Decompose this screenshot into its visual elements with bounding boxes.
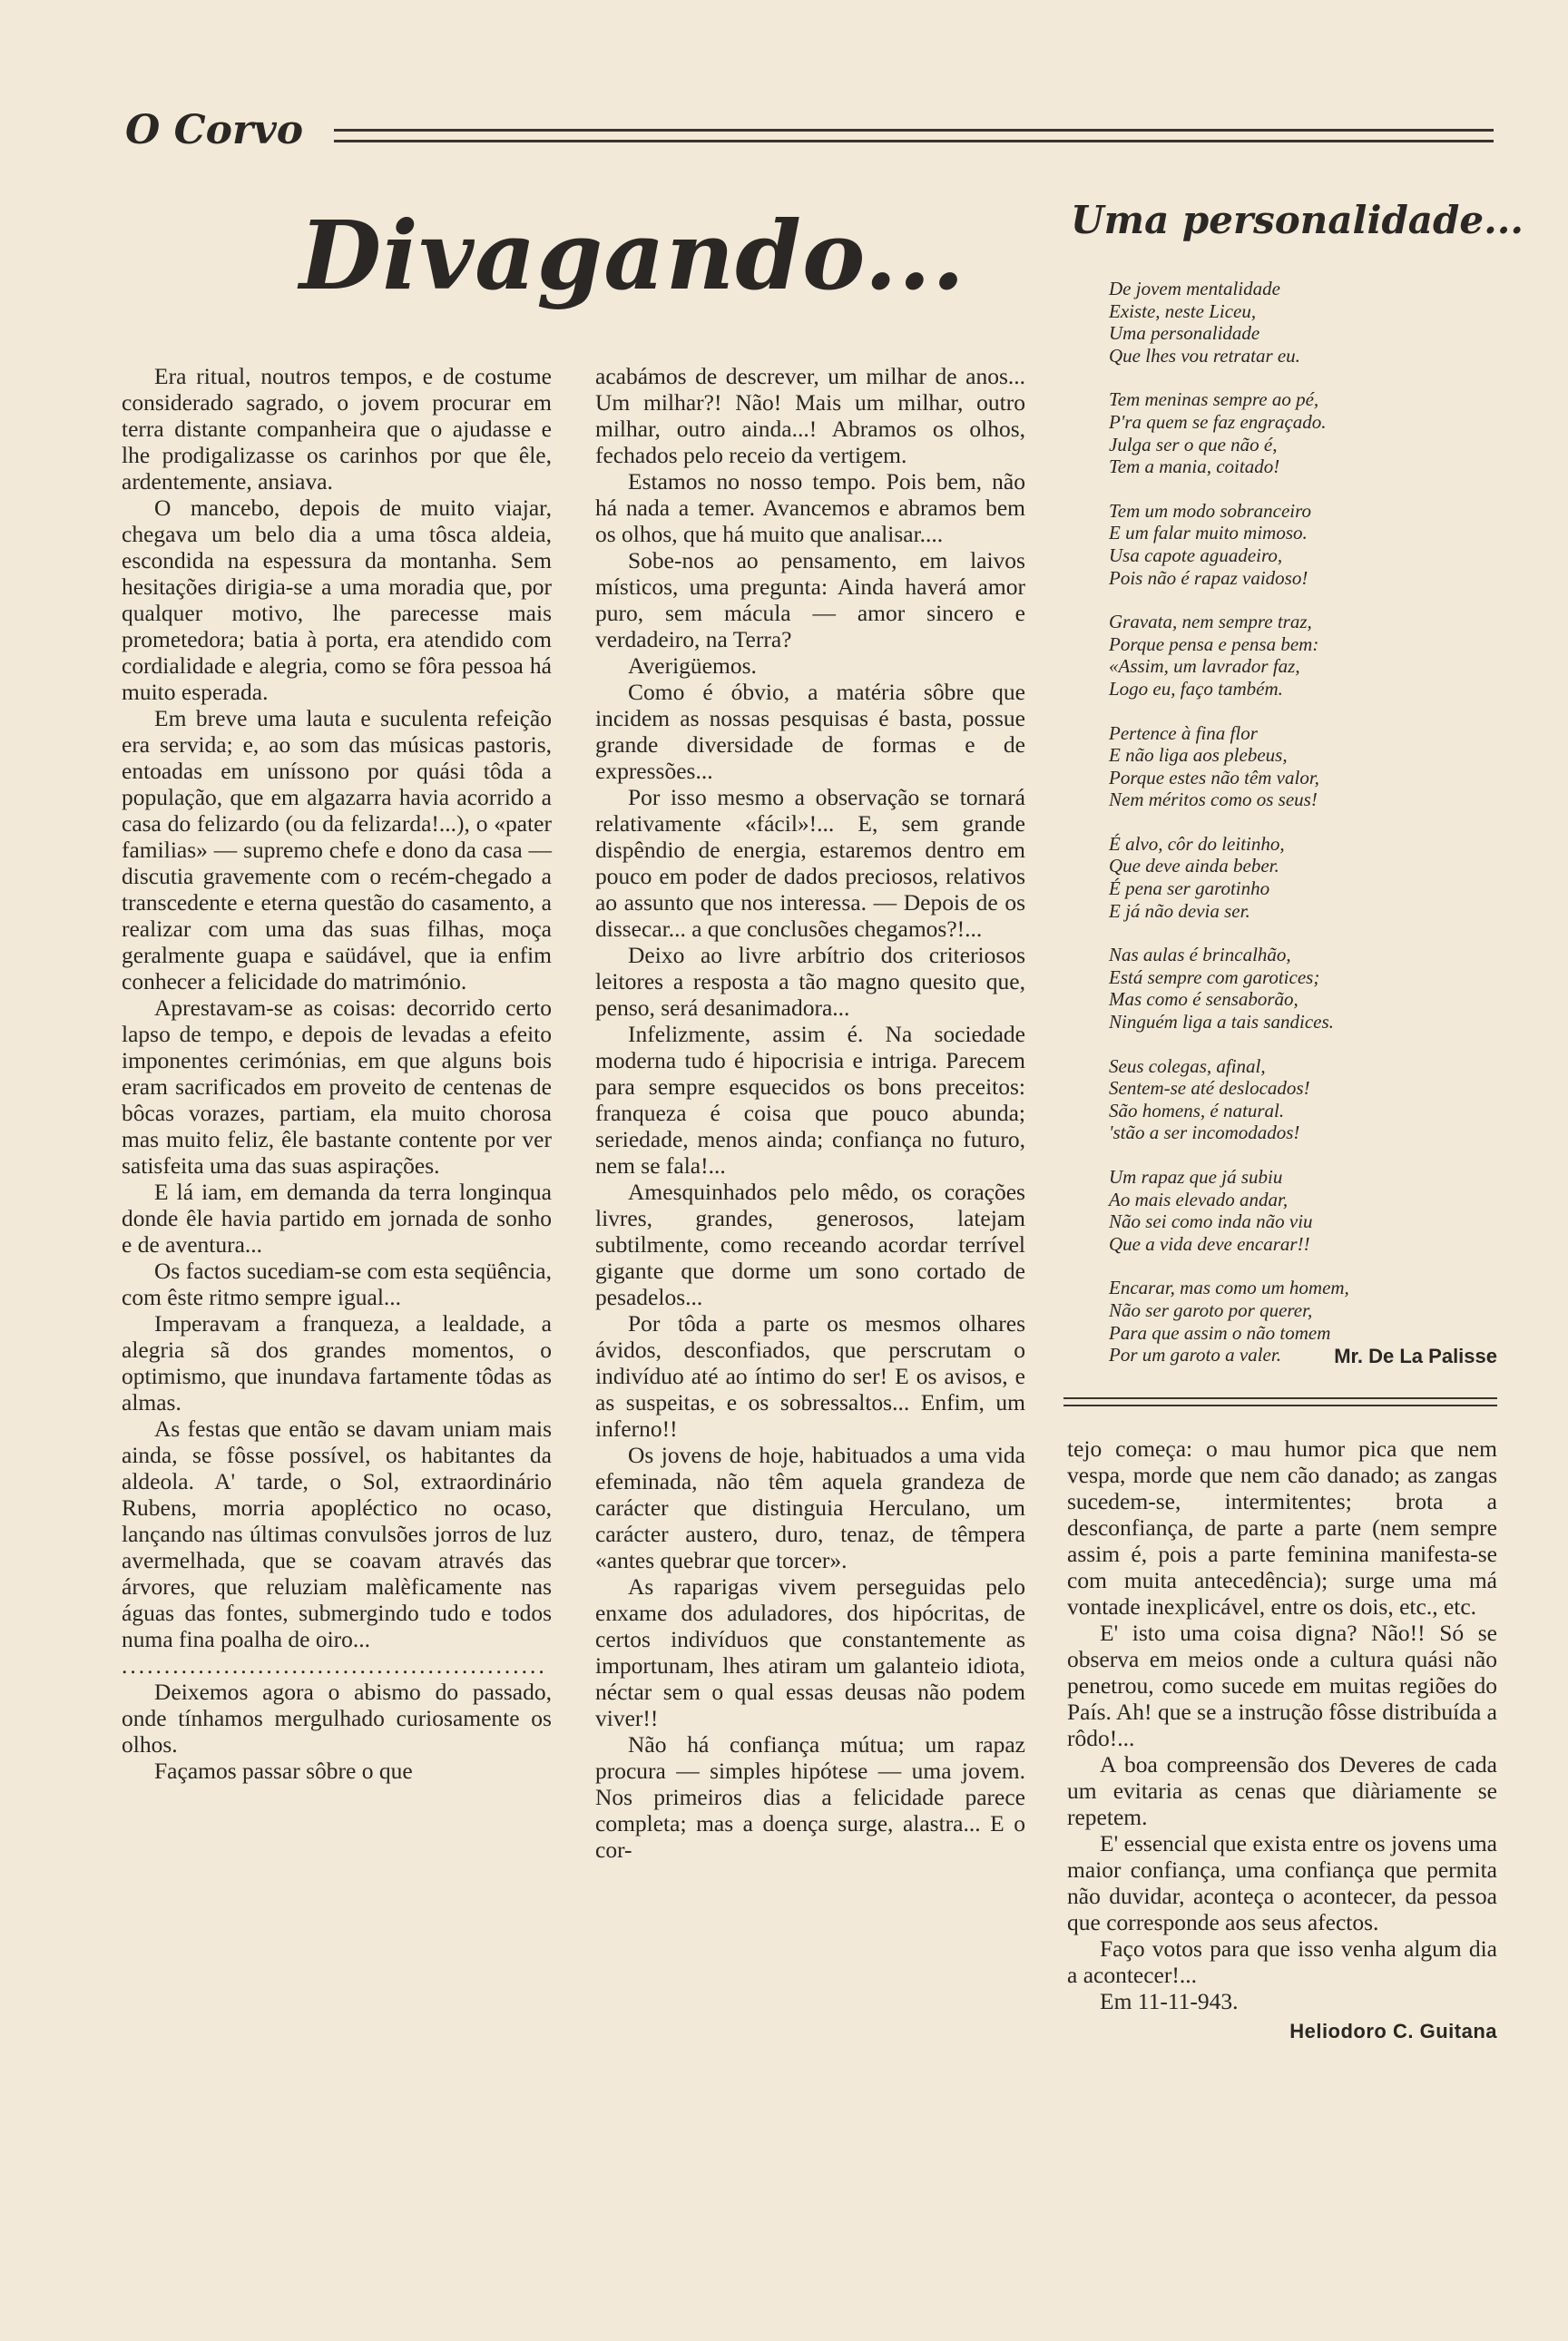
article-paragraph: Os factos sucediam-se com esta seqüência, com êste ritmo sempre igual... (122, 1258, 552, 1310)
article-paragraph: Deixemos agora o abismo do passado, onde tínhamos mergulhado curiosamente os olhos. (122, 1679, 552, 1758)
poem-line: E não liga aos plebeus, (1109, 744, 1288, 767)
poem-line: Nas aulas é brincalhão, (1109, 944, 1291, 966)
article-column-2 (595, 363, 1025, 1863)
article-paragraph: Em breve uma lauta e suculenta refeição era servida; e, ao som das músicas pastoris, entoadas em uníssono por quási tôda a população, que em algazarra havia acorrido a casa do felizardo (ou da felizarda!...), o «pater familias» — supremo chefe e dono da casa — discutia gravemente com o recém-chegado a transcedente e eterna questão do casamento, a realizar com uma das suas filhas, moça geralmente guapa e saüdável, que ia enfim conhecer a felicidade do matrimónio. (122, 705, 552, 994)
poem-line: Nem méritos como os seus! (1109, 788, 1318, 811)
article-paragraph: Aprestavam-se as coisas: decorrido certo lapso de tempo, e depois de levadas a efeito imponentes cerimónias, em que alguns bois eram sacrificados em proveito de centenas de bôcas vorazes, partiam, ela muito chorosa mas muito feliz, êle bastante contente por ver satisfeita uma das suas aspirações. (122, 994, 552, 1179)
poem-line: Seus colegas, afinal, (1109, 1054, 1266, 1077)
article-column-1 (122, 363, 552, 1784)
article-paragraph: Infelizmente, assim é. Na sociedade moderna tudo é hipocrisia e intriga. Parecem para sempre esquecidos os bons preceitos: franqueza é coisa que pouco abunda; seriedade, menos ainda; confiança no futuro, nem se fala!... (595, 1021, 1025, 1179)
article-paragraph: Averigüemos. (628, 652, 757, 679)
poem-line: Por um garoto a valer. (1109, 1344, 1281, 1366)
poem-line: É alvo, côr do leitinho, (1109, 832, 1285, 855)
article-paragraph: E' isto uma coisa digna? Não!! Só se observa em meios onde a cultura quási não penetrou, como sucede em muitas regiões do País. Ah! que se a instrução fôsse distribuída a rôdo!... (1067, 1620, 1497, 1751)
article-signature: Heliodoro C. Guitana (1289, 2020, 1497, 2042)
article-paragraph: As raparigas vivem perseguidas pelo enxame dos aduladores, dos hipócritas, de certos indivíduos que constantemente as importunam, lhes atiram um galanteio idiota, néctar sem o qual essas deusas não podem viver!! (595, 1573, 1025, 1731)
article-paragraph: Era ritual, noutros tempos, e de costume considerado sagrado, o jovem procurar em terra distante companheira que o ajudasse e lhe prodigalizasse os carinhos por que êle, ardentemente, ansiava. (122, 363, 552, 495)
poem-line: Que lhes vou retratar eu. (1109, 344, 1300, 367)
article-paragraph: Imperavam a franqueza, a lealdade, a alegria sã dos grandes momentos, o optimismo, que inundava fartamente tôdas as almas. (122, 1310, 552, 1415)
poem-line: Sentem-se até deslocados! (1109, 1077, 1310, 1100)
poem-stanza (1109, 611, 1508, 700)
poem-author: Mr. De La Palisse (1334, 1345, 1497, 1367)
article-paragraph: Em 11-11-943. (1100, 1988, 1239, 2014)
article-paragraph: Por isso mesmo a observação se tornará relativamente «fácil»!... E, sem grande dispêndio de energia, estaremos dentro em pouco em poder de dados preciosos, relativos ao assunto que nos interessa. — Depois de os dissecar... a que conclusões chegamos?!... (595, 784, 1025, 942)
poem-stanza (1109, 1166, 1508, 1255)
poem-line: É pena ser garotinho (1109, 877, 1270, 900)
poem-line: Encarar, mas como um homem, (1109, 1277, 1349, 1299)
article-paragraph: As festas que então se davam uniam mais ainda, se fôsse possível, os habitantes da aldeola. A' tarde, o Sol, extraordinário Rubens, morria apopléctico no ocaso, lançando nas últimas convulsões jorros de luz avermelhada, que se coavam através das árvores, que reluziam malèficamente nas águas das fontes, submergindo tudo e todos numa fina poalha de oiro... (122, 1415, 552, 1652)
sidebar-rule (1063, 1397, 1497, 1406)
poem-line: Existe, neste Liceu, (1109, 299, 1257, 322)
poem-line: Não sei como inda não viu (1109, 1210, 1313, 1233)
poem-body (1109, 278, 1508, 1388)
article-paragraph: Estamos no nosso tempo. Pois bem, não há nada a temer. Avancemos e abramos bem os olhos, que há muito que analisar.... (595, 468, 1025, 547)
poem-line: E um falar muito mimoso. (1109, 522, 1308, 544)
poem-line: Usa capote aguadeiro, (1109, 544, 1283, 566)
masthead: O Corvo (125, 107, 304, 153)
poem-line: «Assim, um lavrador faz, (1109, 655, 1300, 678)
article-paragraph: Faço votos para que isso venha algum dia a acontecer!... (1067, 1935, 1497, 1988)
poem-line: Gravata, nem sempre traz, (1109, 611, 1312, 633)
poem-line: Não ser garoto por querer, (1109, 1298, 1313, 1321)
article-paragraph: E' essencial que exista entre os jovens uma maior confiança, uma confiança que permita não duvidar, aconteça o acontecer, da pessoa que corresponde aos seus afectos. (1067, 1830, 1497, 1935)
article-paragraph: Não há confiança mútua; um rapaz procura — simples hipótese — uma jovem. Nos primeiros dias a felicidade parece completa; mas a doença surge, alastra... E o cor- (595, 1731, 1025, 1863)
poem-stanza (1109, 388, 1508, 477)
article-paragraph: Sobe-nos ao pensamento, em laivos místicos, uma pregunta: Ainda haverá amor puro, sem mácula — amor sincero e verdadeiro, na Terra? (595, 547, 1025, 652)
poem-stanza (1109, 278, 1508, 367)
poem-stanza (1109, 944, 1508, 1033)
poem-line: Um rapaz que já subiu (1109, 1166, 1283, 1188)
poem-line: Julga ser o que não é, (1109, 433, 1278, 455)
article-paragraph: Os jovens de hoje, habituados a uma vida efeminada, não têm aquela grandeza de carácter que distinguia Herculano, um carácter austero, duro, tenaz, de têmpera «antes quebrar que torcer». (595, 1442, 1025, 1573)
article-paragraph: Façamos passar sôbre o que (154, 1758, 413, 1784)
poem-line: E já não devia ser. (1109, 899, 1250, 922)
article-paragraph: Por tôda a parte os mesmos olhares ávidos, desconfiados, que perscrutam o indivíduo até ao íntimo do ser! E os avisos, e as suspeitas, e os sobressaltos... Enfim, um inferno!! (595, 1310, 1025, 1442)
article-title: Divagando... (299, 200, 966, 311)
article-paragraph: Como é óbvio, a matéria sôbre que incidem as nossas pesquisas é basta, possue grande diversidade de formas e de expressões... (595, 679, 1025, 784)
poem-line: De jovem mentalidade (1109, 278, 1280, 299)
poem-line: Pertence à fina flor (1109, 721, 1258, 744)
poem-line: Mas como é sensaborão, (1109, 988, 1298, 1011)
poem-line: Está sempre com garotices; (1109, 965, 1320, 988)
poem-line: Ao mais elevado andar, (1109, 1188, 1289, 1210)
header-rule (334, 129, 1494, 142)
poem-line: Logo eu, faço também. (1109, 677, 1283, 700)
poem-line: Para que assim o não tomem (1109, 1321, 1331, 1344)
article-paragraph: O mancebo, depois de muito viajar, chegava um belo dia a uma tôsca aldeia, escondida na espessura da montanha. Sem hesitações dirigia-se a uma moradia que, por qualquer motivo, lhe parecesse mais prometedora; batia à porta, era atendido com cordialidade e alegria, como se fôra pessoa há muito esperada. (122, 495, 552, 705)
poem-line: Porque pensa e pensa bem: (1109, 632, 1319, 655)
article-paragraph: .................................................. (122, 1652, 547, 1679)
poem-line: Que deve ainda beber. (1109, 855, 1279, 877)
poem-line: Ninguém liga a tais sandices. (1109, 1011, 1334, 1033)
poem-line: Tem um modo sobranceiro (1109, 499, 1312, 522)
poem-line: Uma personalidade (1109, 322, 1260, 345)
poem-stanza (1109, 500, 1508, 589)
poem-line: 'stão a ser incomodados! (1109, 1122, 1300, 1144)
article-paragraph: acabámos de descrever, um milhar de anos... Um milhar?! Não! Mais um milhar, outro milhar, outro ainda...! Abramos os olhos, fechados pelo receio da vertigem. (595, 363, 1025, 468)
article-paragraph: Deixo ao livre arbítrio dos criteriosos leitores a resposta a tão magno quesito que, penso, será desanimadora... (595, 942, 1025, 1021)
poem-line: Tem meninas sempre ao pé, (1109, 388, 1319, 411)
article-paragraph: tejo começa: o mau humor pica que nem vespa, morde que nem cão danado; as zangas sucedem-se, intermitentes; brota a desconfiança, de parte a parte (nem sempre assim é, pois a parte feminina manifesta-se com muita antecedência); surge uma má vontade inexplicável, entre os dois, etc., etc. (1067, 1435, 1497, 1620)
article-column-3 (1067, 1435, 1497, 2044)
article-paragraph: E lá iam, em demanda da terra longinqua donde êle havia partido em jornada de sonho e de aventura... (122, 1179, 552, 1258)
poem-stanza (1109, 722, 1508, 811)
poem-line: Que a vida deve encarar!! (1109, 1232, 1310, 1255)
poem-stanza (1109, 833, 1508, 922)
poem-line: Pois não é rapaz vaidoso! (1109, 566, 1308, 589)
poem-title: Uma personalidade... (1071, 198, 1524, 242)
poem-stanza (1109, 1055, 1508, 1144)
article-paragraph: A boa compreensão dos Deveres de cada um evitaria as cenas que diàriamente se repetem. (1067, 1751, 1497, 1830)
poem-line: P'ra quem se faz engraçado. (1109, 410, 1327, 433)
poem-line: Porque estes não têm valor, (1109, 766, 1319, 788)
poem-line: São homens, é natural. (1109, 1099, 1285, 1122)
article-paragraph: Amesquinhados pelo mêdo, os corações livres, grandes, generosos, latejam subtilmente, como receando acordar terrível gigante que dorme um sono cortado de pesadelos... (595, 1179, 1025, 1310)
poem-line: Tem a mania, coitado! (1109, 455, 1280, 478)
